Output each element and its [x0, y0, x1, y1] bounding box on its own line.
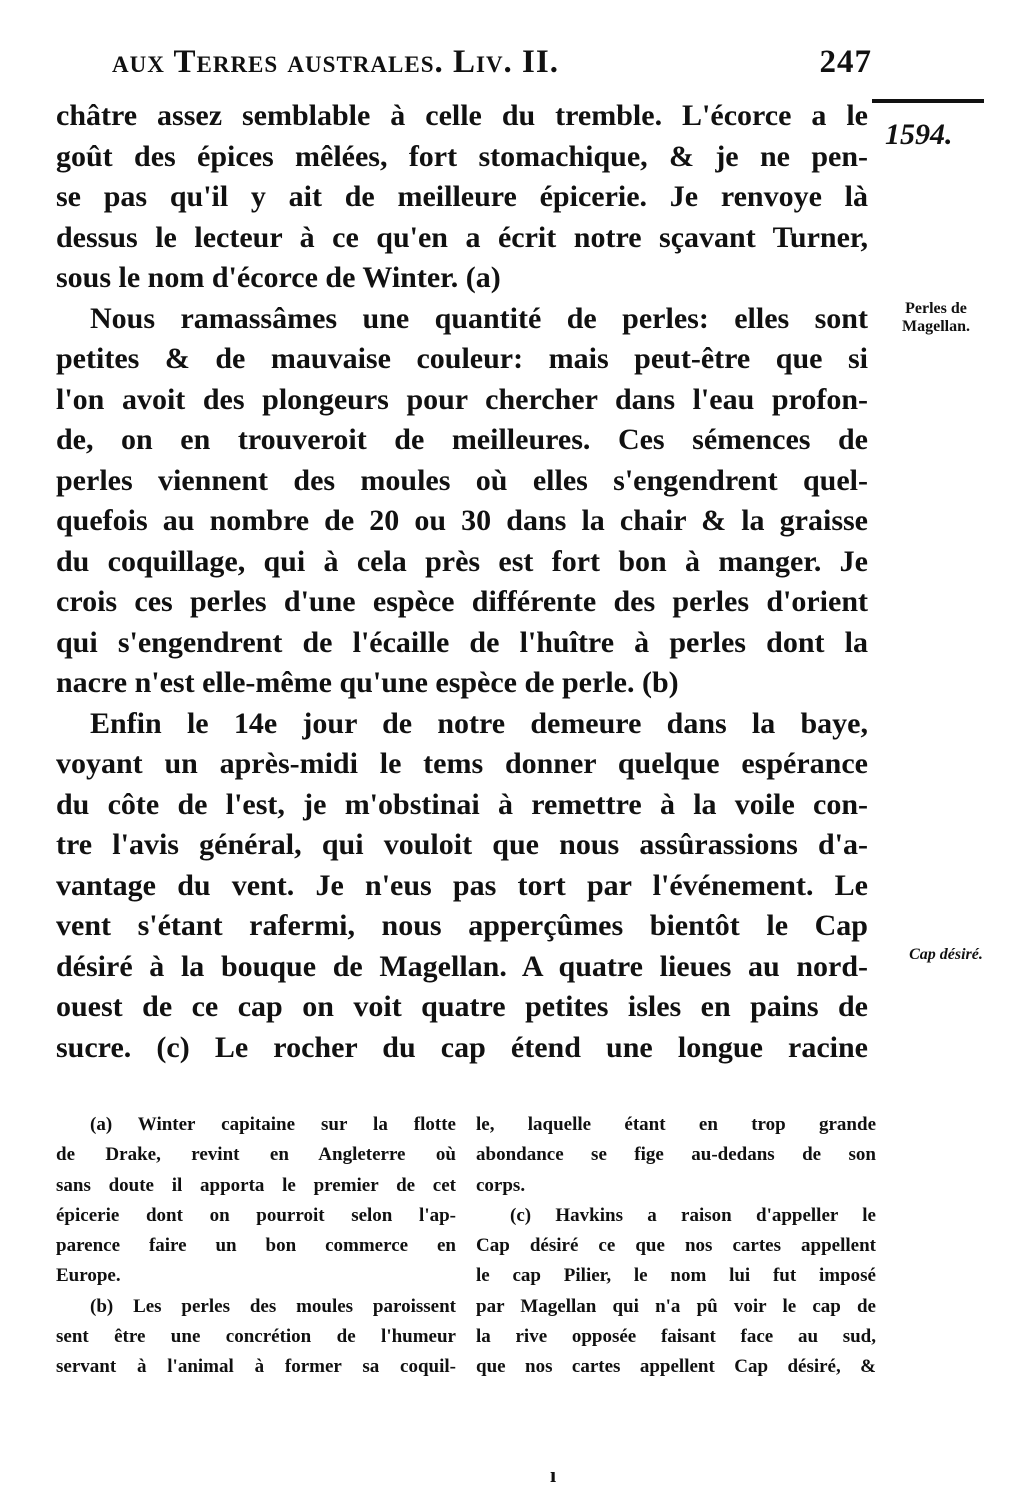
footnote-line: sans doute il apporta le premier de cet [56, 1174, 456, 1196]
text-line: petites & de mauvaise couleur: mais peut-être que si [56, 342, 868, 375]
text-line: désiré à la bouque de Magellan. A quatre lieues au nord- [56, 949, 868, 983]
text-line: qui s'engendrent de l'écaille de l'huître à perles dont la [56, 625, 868, 659]
footnote-line: la rive opposée faisant face au sud, [476, 1326, 876, 1348]
text-line: tre l'avis général, qui vouloit que nous assûrassions d'a- [56, 828, 868, 861]
text-line: goût des épices mêlées, fort stomachique, & je ne pen- [56, 139, 868, 173]
bottom-mark: ı [550, 1462, 557, 1487]
text-line: du coquillage, qui à cela près est fort bon à manger. Je [56, 544, 868, 578]
footnote-line: épicerie dont on pourroit selon l'ap- [56, 1204, 456, 1226]
text-line: ouest de ce cap on voit quatre petites isles en pains de [56, 990, 868, 1023]
footnote-line: Cap désiré ce que nos cartes appellent [476, 1235, 876, 1257]
text-line: dessus le lecteur à ce qu'en a écrit notre sçavant Turner, [56, 220, 868, 254]
footnote-line: par Magellan qui n'a pû voir le cap de [476, 1295, 876, 1317]
text-line: du côte de l'est, je m'obstinai à remettre à la voile con- [56, 787, 868, 821]
text-line: sous le nom d'écorce de Winter. (a) [56, 261, 501, 294]
margin-note-cap: Cap désiré. [909, 946, 983, 963]
footnote-line: corps. [476, 1174, 526, 1196]
footnote-line: (b) Les perles des moules paroissent [90, 1295, 456, 1317]
text-line: de, on en trouveroit de meilleures. Ces sémences de [56, 423, 868, 456]
footnote-line: de Drake, revint en Angleterre où [56, 1144, 456, 1166]
margin-rule [872, 99, 984, 103]
text-line: vantage du vent. Je n'eus pas tort par l'événement. Le [56, 868, 868, 902]
text-line: Enfin le 14e jour de notre demeure dans la baye, [90, 706, 868, 740]
footnote-line: que nos cartes appellent Cap désiré, & [476, 1356, 876, 1378]
footnote-line: le, laquelle étant en trop grande [476, 1114, 876, 1135]
footnotes-right-column [476, 1110, 876, 1383]
footnote-line: servant à l'animal à former sa coquil- [56, 1356, 456, 1378]
footnote-line: Europe. [56, 1265, 121, 1287]
text-line: crois ces perles d'une espèce différente des perles d'orient [56, 585, 868, 618]
main-text [56, 96, 868, 1068]
text-line: voyant un après-midi le tems donner quelque espérance [56, 747, 868, 780]
footnote-line: le cap Pilier, le nom lui fut imposé [476, 1265, 876, 1287]
footnote-line: sent être une concrétion de l'humeur [56, 1326, 456, 1348]
running-title: aux Terres australes. Liv. II. [112, 44, 559, 80]
footnote-line: parence faire un bon commerce en [56, 1235, 456, 1257]
text-line: quefois au nombre de 20 ou 30 dans la chair & la graisse [56, 504, 868, 537]
text-line: l'on avoit des plongeurs pour chercher dans l'eau profon- [56, 382, 868, 416]
text-line: Nous ramassâmes une quantité de perles: elles sont [90, 301, 868, 335]
page-header [112, 44, 872, 94]
text-line: châtre assez semblable à celle du tremble. L'écorce a le [56, 99, 868, 132]
text-line: vent s'étant rafermi, nous apperçûmes bientôt le Cap [56, 909, 868, 942]
footnote-line: abondance se fige au-dedans de son [476, 1144, 876, 1166]
footnote-line: (a) Winter capitaine sur la flotte [90, 1114, 456, 1135]
footnotes-left-column [56, 1110, 456, 1383]
footnote-line: (c) Havkins a raison d'appeller le [510, 1204, 876, 1226]
text-line: sucre. (c) Le rocher du cap étend une longue racine [56, 1030, 868, 1064]
margin-note-perles: Perles de Magellan. [902, 300, 970, 335]
page-number: 247 [819, 44, 872, 80]
margin-year: 1594. [885, 118, 953, 151]
text-line: se pas qu'il y ait de meilleure épicerie. Je renvoye là [56, 180, 868, 213]
text-line: nacre n'est elle-même qu'une espèce de perle. (b) [56, 666, 679, 699]
text-line: perles viennent des moules où elles s'engendrent quel- [56, 463, 868, 497]
